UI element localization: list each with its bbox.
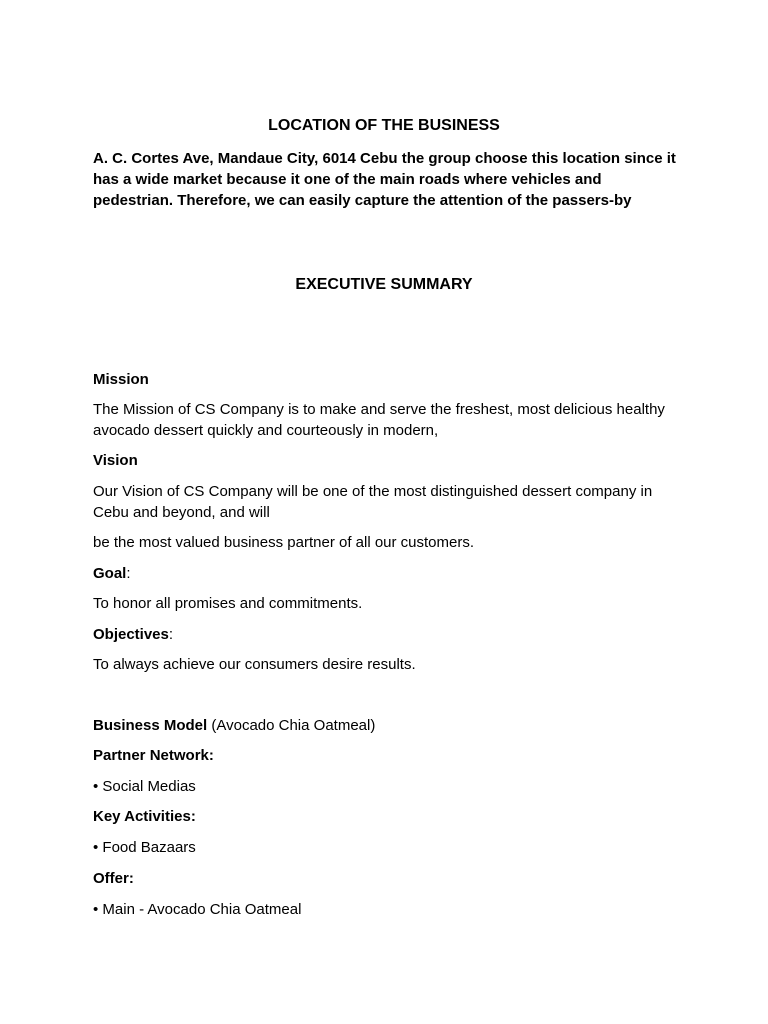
location-text: A. C. Cortes Ave, Mandaue City, 6014 Cebu the group choose this location since it has a wide market because it one of the main roads where vehicles and pedestrian. Therefore, we can easily capture the attention of the passers-by (93, 150, 676, 209)
location-heading: LOCATION OF THE BUSINESS (268, 117, 500, 134)
goal-colon: : (126, 565, 131, 582)
offer-item: • Main - Avocado Chia Oatmeal (93, 901, 302, 918)
objectives-text: To always achieve our consumers desire results. (93, 656, 416, 673)
objectives-label: Objectives (93, 626, 169, 643)
vision-text-continued: be the most valued business partner of all our customers. (93, 534, 475, 551)
vision-label: Vision (93, 452, 138, 469)
vision-text: Our Vision of CS Company will be one of the most distinguished dessert company in Cebu and beyond, and will (93, 483, 653, 521)
business-model-label: Business Model (93, 717, 208, 734)
partner-network-item: • Social Medias (93, 778, 196, 795)
key-activities-label: Key Activities: (93, 808, 196, 825)
objectives-colon: : (168, 626, 174, 643)
partner-network-label: Partner Network: (93, 747, 214, 764)
goal-text: To honor all promises and commitments. (93, 595, 363, 612)
goal-label-row (93, 565, 131, 582)
executive-summary-heading: EXECUTIVE SUMMARY (295, 276, 473, 293)
business-model-row (93, 717, 375, 734)
key-activities-item: • Food Bazaars (93, 839, 196, 856)
objectives-label-row (93, 626, 173, 643)
mission-text: The Mission of CS Company is to make and serve the freshest, most delicious healthy avocado dessert quickly and courteously in modern, (93, 401, 665, 439)
goal-label: Goal (93, 565, 127, 582)
mission-label: Mission (93, 371, 149, 388)
offer-label: Offer: (93, 870, 134, 887)
business-model-detail: (Avocado Chia Oatmeal) (207, 717, 376, 734)
